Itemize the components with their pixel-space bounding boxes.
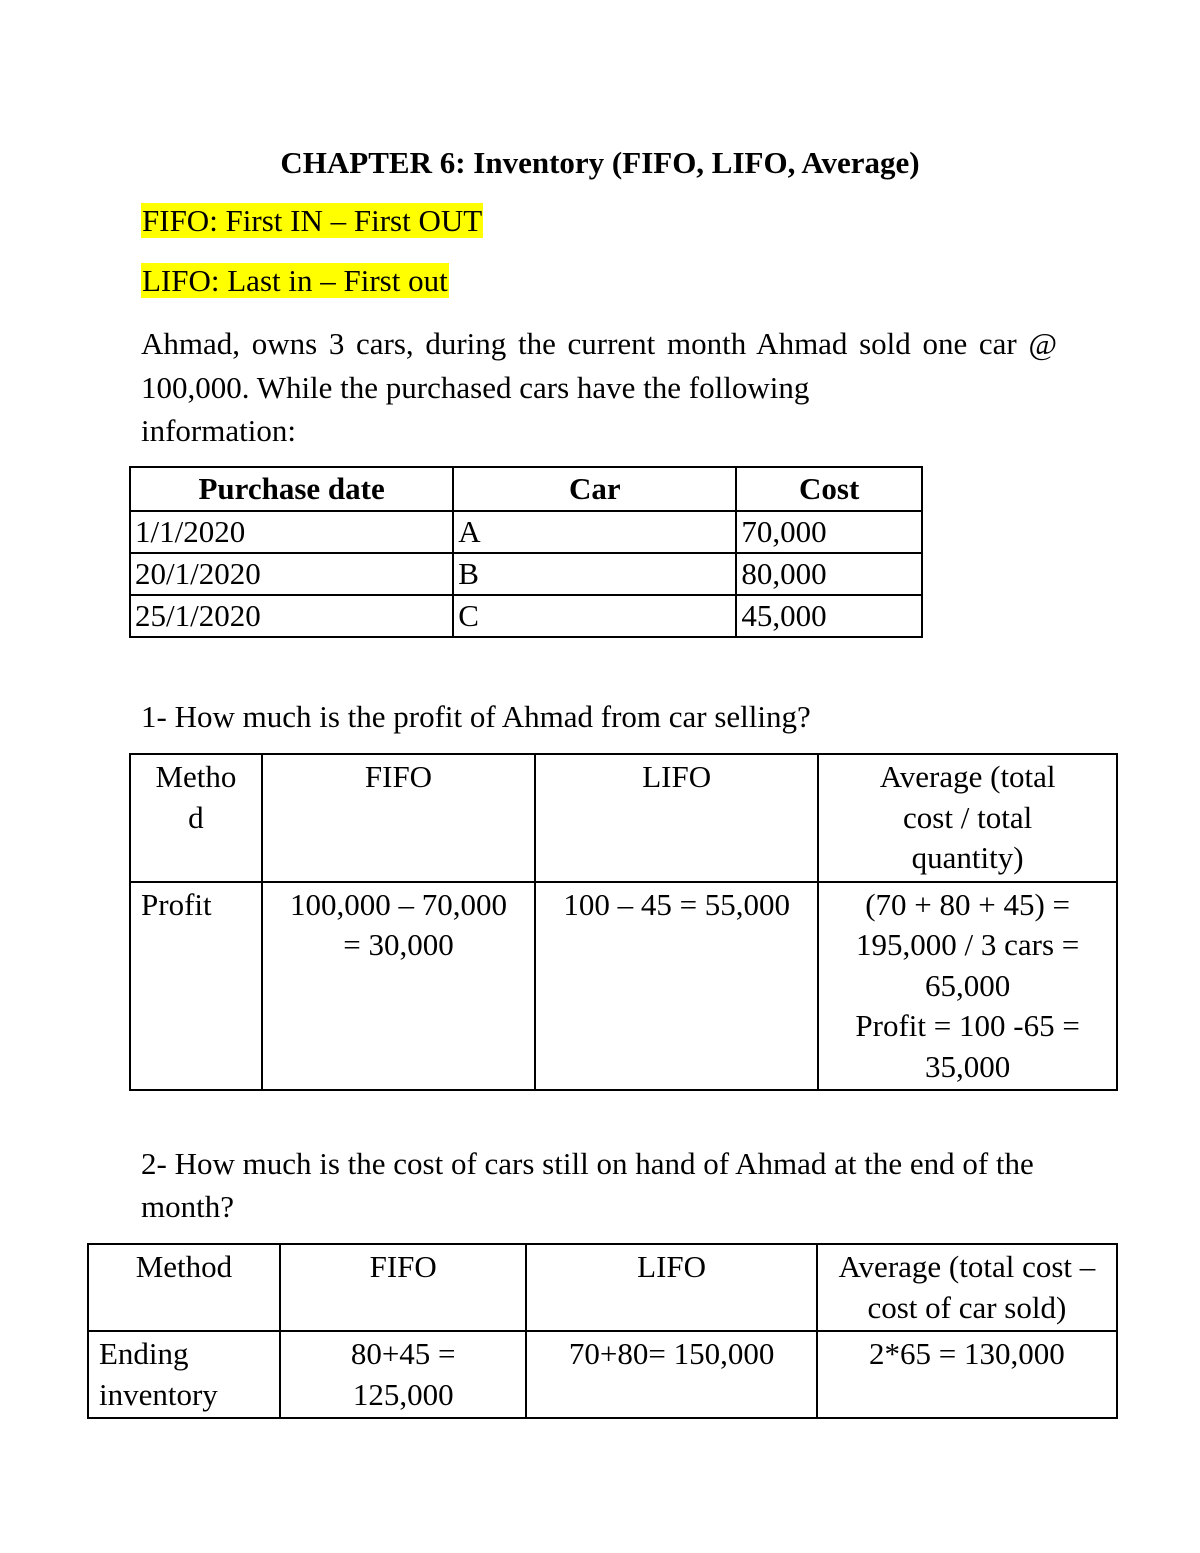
question-1: 1- How much is the profit of Ahmad from car selling? xyxy=(141,699,811,734)
inventory-fifo-text: 80+45 = 125,000 xyxy=(350,1336,456,1412)
purchase-car: B xyxy=(453,553,736,595)
profit-row-label: Profit xyxy=(130,882,262,1091)
profit-average-line-1: (70 + 80 + 45) = xyxy=(865,886,1071,922)
profit-fifo-line-1: 100,000 – 70,000 xyxy=(289,886,507,922)
profit-header-fifo: FIFO xyxy=(262,754,535,882)
purchase-date: 25/1/2020 xyxy=(130,595,453,637)
inventory-row-label-text: Ending inventory xyxy=(99,1336,218,1412)
inventory-fifo-cell xyxy=(280,1331,527,1418)
purchase-cost: 45,000 xyxy=(736,595,922,637)
profit-header-row xyxy=(130,754,1117,882)
profit-average-line-2: 195,000 / 3 cars = xyxy=(855,927,1080,962)
inventory-header-average: Average (total cost – cost of car sold) xyxy=(817,1244,1117,1331)
profit-header-average-text: Average (total cost / total quantity) xyxy=(879,759,1056,875)
profit-header-method xyxy=(130,754,262,882)
profit-average-line-4: Profit = 100 -65 = xyxy=(855,1008,1080,1043)
table-row xyxy=(130,511,922,553)
question-2: 2- How much is the cost of cars still on hand of Ahmad at the end of the month? xyxy=(141,1146,1034,1224)
profit-fifo-line-2: = 30,000 xyxy=(343,927,454,962)
table-row xyxy=(130,553,922,595)
profit-average-cell xyxy=(818,882,1117,1091)
purchases-table xyxy=(129,466,923,638)
profit-table xyxy=(129,753,1118,1091)
lifo-definition-text: LIFO: Last in – First out xyxy=(142,263,448,298)
profit-header-lifo: LIFO xyxy=(535,754,818,882)
purchase-date: 1/1/2020 xyxy=(130,511,453,553)
inventory-row-label xyxy=(88,1331,280,1418)
page-title: CHAPTER 6: Inventory (FIFO, LIFO, Average) xyxy=(280,145,920,180)
profit-header-method-text: Metho d xyxy=(155,759,237,835)
purchase-car: A xyxy=(453,511,736,553)
purchases-header-car: Car xyxy=(453,467,736,511)
purchase-car: C xyxy=(453,595,736,637)
inventory-header-row xyxy=(88,1244,1117,1331)
inventory-header-fifo: FIFO xyxy=(280,1244,527,1331)
fifo-definition xyxy=(141,202,483,240)
purchases-header-date: Purchase date xyxy=(130,467,453,511)
profit-average-line-3: 65,000 xyxy=(925,967,1011,1003)
inventory-row xyxy=(88,1331,1117,1418)
inventory-header-method: Method xyxy=(88,1244,280,1331)
table-row xyxy=(130,595,922,637)
purchases-header-cost: Cost xyxy=(736,467,922,511)
lifo-definition xyxy=(141,262,449,300)
profit-header-average xyxy=(818,754,1117,882)
intro-last: information: xyxy=(141,413,296,448)
purchase-cost: 80,000 xyxy=(736,553,922,595)
profit-fifo-cell xyxy=(262,882,535,1091)
purchase-date: 20/1/2020 xyxy=(130,553,453,595)
inventory-lifo-cell: 70+80= 150,000 xyxy=(526,1331,816,1418)
ending-inventory-table xyxy=(87,1243,1118,1419)
inventory-header-lifo: LIFO xyxy=(526,1244,816,1331)
profit-lifo-cell: 100 – 45 = 55,000 xyxy=(535,882,818,1091)
intro-paragraph xyxy=(141,322,1057,453)
profit-row xyxy=(130,882,1117,1091)
inventory-average-cell: 2*65 = 130,000 xyxy=(817,1331,1117,1418)
purchase-cost: 70,000 xyxy=(736,511,922,553)
fifo-definition-text: FIFO: First IN – First OUT xyxy=(142,203,483,238)
purchases-header-row xyxy=(130,467,922,511)
profit-average-line-5: 35,000 xyxy=(925,1048,1011,1084)
intro-main: Ahmad, owns 3 cars, during the current month Ahmad sold one car @ 100,000. While the purchased cars have the following xyxy=(141,326,1057,405)
